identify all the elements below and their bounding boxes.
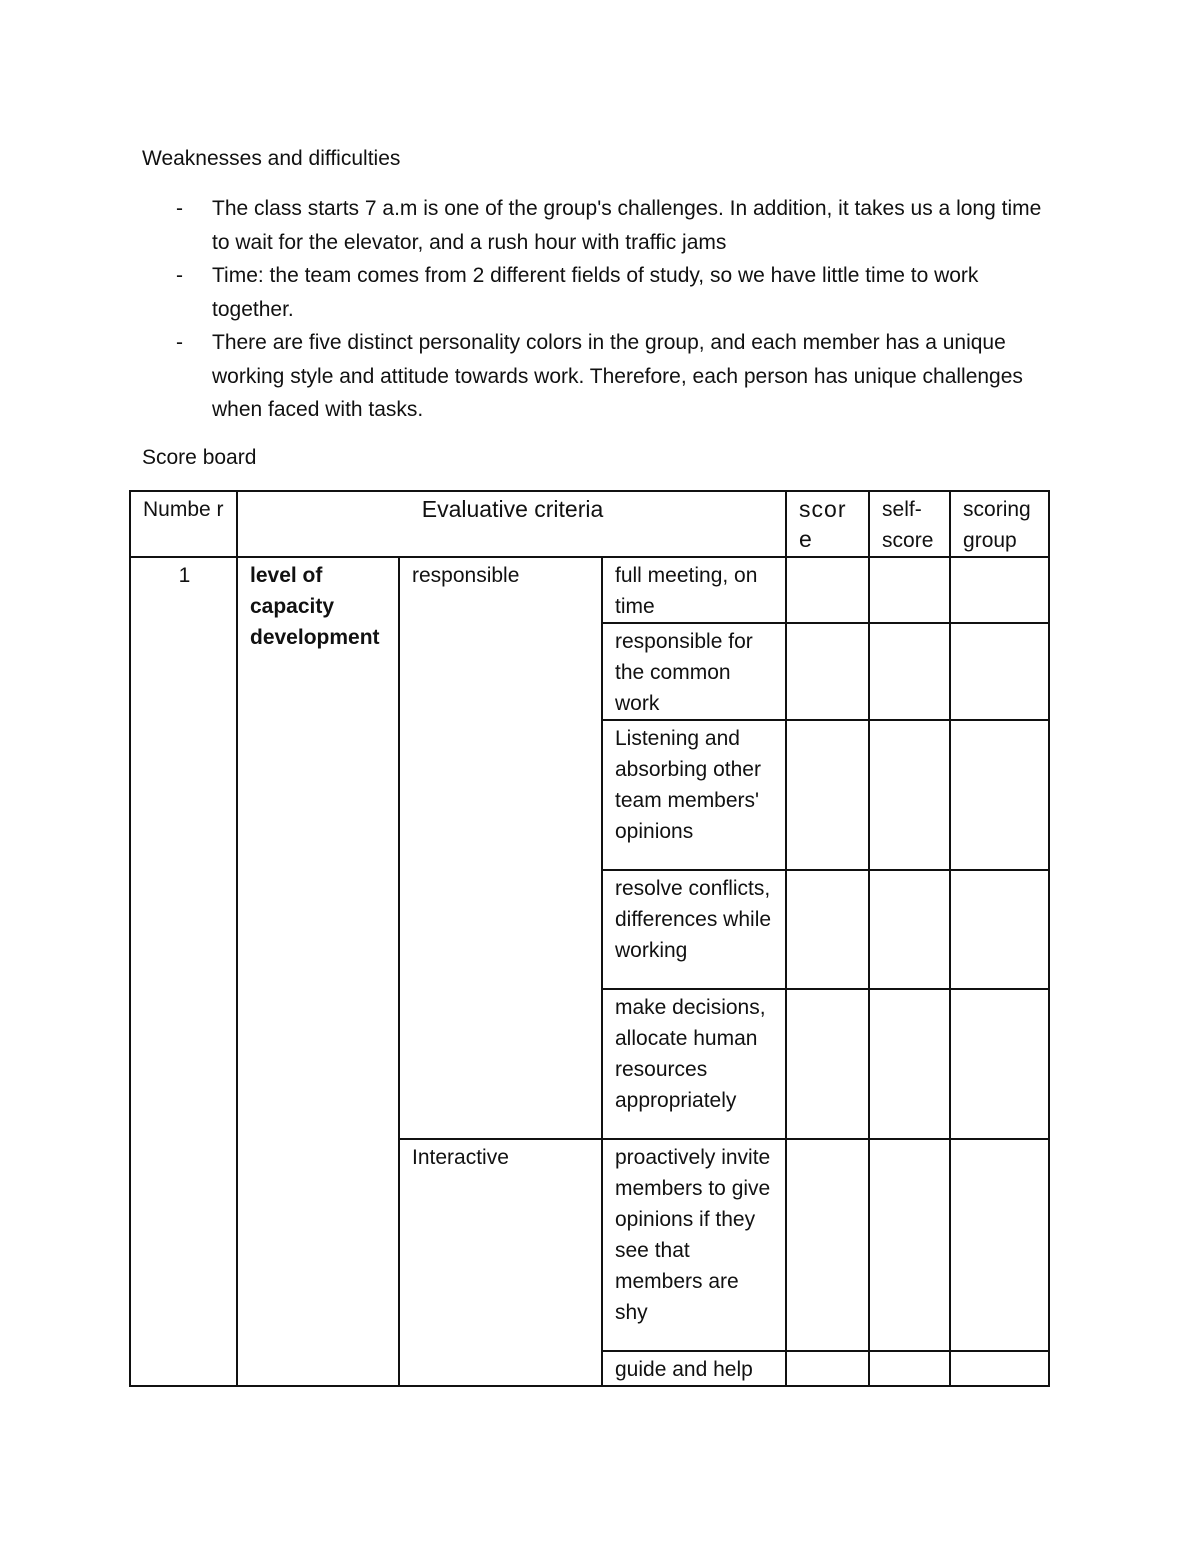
- category-cell-interactive: Interactive: [399, 1139, 602, 1386]
- category-cell-responsible: responsible: [399, 557, 602, 1139]
- criterion-cell: Listening and absorbing other team members' opinions: [602, 720, 786, 870]
- score-cell[interactable]: [786, 623, 869, 720]
- list-item: [142, 259, 1042, 326]
- self-score-cell[interactable]: [869, 1351, 950, 1386]
- self-score-cell[interactable]: [869, 989, 950, 1139]
- row-number-cell: 1: [130, 557, 237, 1386]
- list-item-text: Time: the team comes from 2 different fields of study, so we have little time to work together.: [212, 264, 979, 321]
- score-cell[interactable]: [786, 1351, 869, 1386]
- list-item-text: The class starts 7 a.m is one of the group's challenges. In addition, it takes us a long time to wait for the elevator, and a rush hour with traffic jams: [212, 197, 1042, 254]
- header-score: scor e: [786, 491, 869, 557]
- criterion-cell: make decisions, allocate human resources appropriately: [602, 989, 786, 1139]
- score-cell[interactable]: [786, 870, 869, 989]
- criterion-cell: guide and help: [602, 1351, 786, 1386]
- self-score-cell[interactable]: [869, 870, 950, 989]
- scoring-group-cell[interactable]: [950, 720, 1049, 870]
- header-scoring-group: scoring group: [950, 491, 1049, 557]
- list-item: [142, 192, 1042, 259]
- criteria-group-cell: level of capacity development: [237, 557, 399, 1386]
- score-board-table: [129, 490, 1050, 1387]
- criterion-cell: resolve conflicts, differences while working: [602, 870, 786, 989]
- scoring-group-cell[interactable]: [950, 989, 1049, 1139]
- header-self-score: self-score: [869, 491, 950, 557]
- list-item-text: There are five distinct personality colors in the group, and each member has a unique working style and attitude towards work. Therefore, each person has unique challenges when faced with tasks.: [212, 331, 1023, 421]
- scoring-group-cell[interactable]: [950, 557, 1049, 623]
- bullet-dash: -: [176, 331, 183, 354]
- header-evaluative-criteria: Evaluative criteria: [237, 491, 786, 557]
- scoring-group-cell[interactable]: [950, 1139, 1049, 1351]
- difficulties-list: [142, 192, 1042, 427]
- score-cell[interactable]: [786, 989, 869, 1139]
- bullet-dash: -: [176, 264, 183, 287]
- criterion-cell: full meeting, on time: [602, 557, 786, 623]
- section-heading: Weaknesses and difficulties: [142, 147, 401, 170]
- scoring-group-cell[interactable]: [950, 623, 1049, 720]
- self-score-cell[interactable]: [869, 1139, 950, 1351]
- score-cell[interactable]: [786, 1139, 869, 1351]
- self-score-cell[interactable]: [869, 557, 950, 623]
- bullet-dash: -: [176, 197, 183, 220]
- self-score-cell[interactable]: [869, 623, 950, 720]
- criterion-cell: proactively invite members to give opinions if they see that members are shy: [602, 1139, 786, 1351]
- criterion-cell: responsible for the common work: [602, 623, 786, 720]
- table-row: [130, 557, 1049, 623]
- header-number: Numbe r: [130, 491, 237, 557]
- table-header-row: [130, 491, 1049, 557]
- score-cell[interactable]: [786, 557, 869, 623]
- self-score-cell[interactable]: [869, 720, 950, 870]
- list-item: [142, 326, 1042, 427]
- score-board-heading: Score board: [142, 446, 257, 469]
- scoring-group-cell[interactable]: [950, 870, 1049, 989]
- score-cell[interactable]: [786, 720, 869, 870]
- scoring-group-cell[interactable]: [950, 1351, 1049, 1386]
